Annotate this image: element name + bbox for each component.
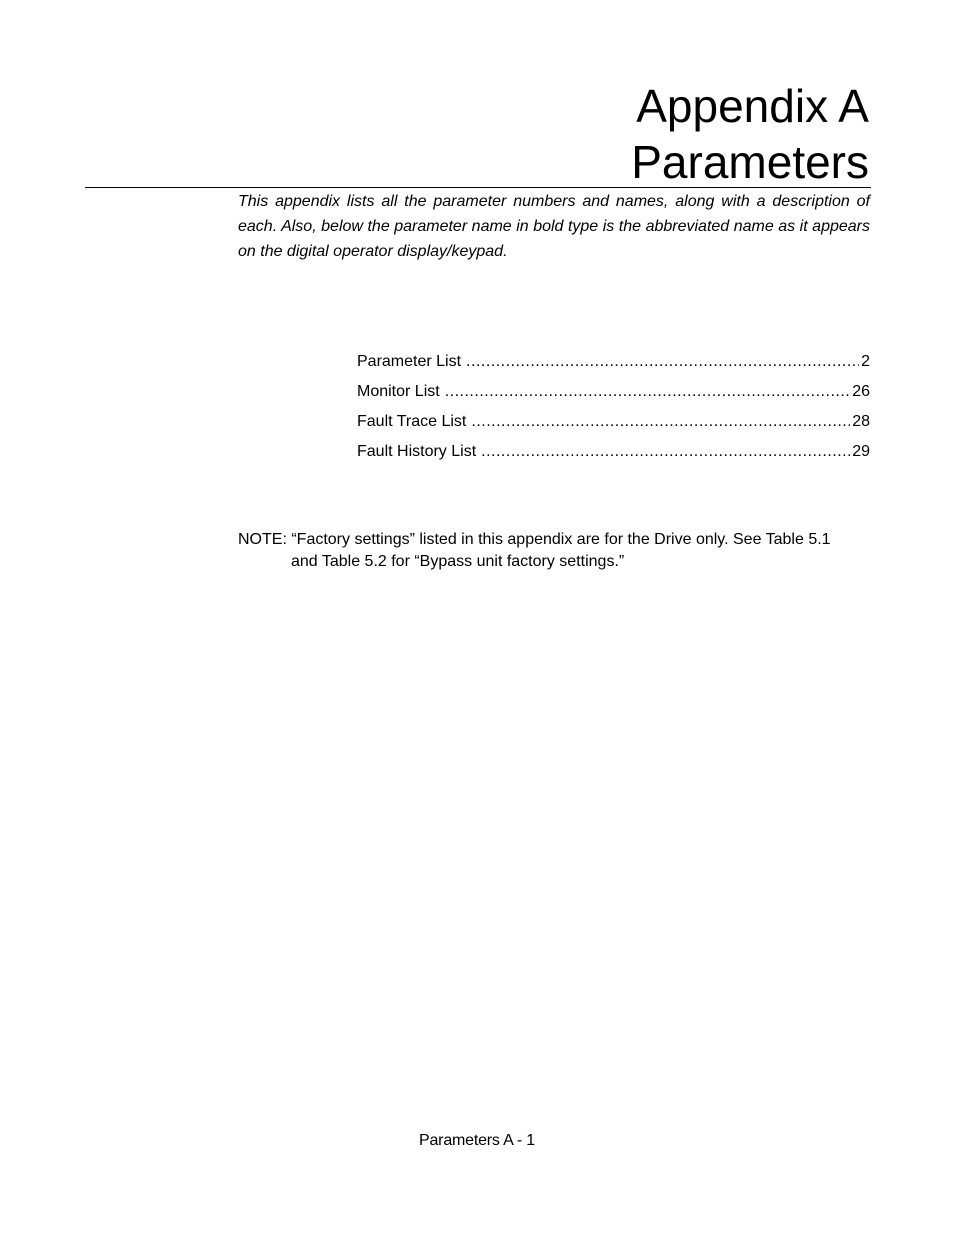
toc-page-number: 29 <box>852 443 870 460</box>
toc-leader <box>481 439 850 465</box>
toc-entry-fault-trace-list[interactable] <box>357 409 870 439</box>
toc-page-number: 2 <box>861 353 870 370</box>
intro-paragraph: This appendix lists all the parameter numbers and names, along with a description of each. Also, below the parameter name in bold type is the abbreviated name as it appears on the digital operator display/keypad. <box>238 193 870 260</box>
note-line-2: and Table 5.2 for “Bypass unit factory settings.” <box>291 553 625 570</box>
toc-leader <box>471 409 850 435</box>
toc-entry-fault-history-list[interactable] <box>357 439 870 469</box>
factory-settings-note <box>238 529 878 573</box>
title-line-1: Appendix A <box>636 80 869 132</box>
toc-entry-parameter-list[interactable] <box>357 349 870 379</box>
toc-page-number: 26 <box>852 383 870 400</box>
page-title <box>631 78 869 190</box>
page-footer: Parameters A - 1 <box>419 1132 535 1149</box>
toc-page-number: 28 <box>852 413 870 430</box>
toc-leader <box>466 349 859 375</box>
toc-label: Parameter List <box>357 353 462 370</box>
toc-label: Fault History List <box>357 443 477 460</box>
toc-leader <box>445 379 851 405</box>
toc-label: Monitor List <box>357 383 440 400</box>
toc-label: Fault Trace List <box>357 413 467 430</box>
note-line-1: NOTE: “Factory settings” listed in this appendix are for the Drive only. See Table 5.1 <box>238 531 831 548</box>
table-of-contents <box>357 349 870 469</box>
toc-entry-monitor-list[interactable] <box>357 379 870 409</box>
title-line-2: Parameters <box>631 136 869 188</box>
title-divider <box>85 187 871 188</box>
